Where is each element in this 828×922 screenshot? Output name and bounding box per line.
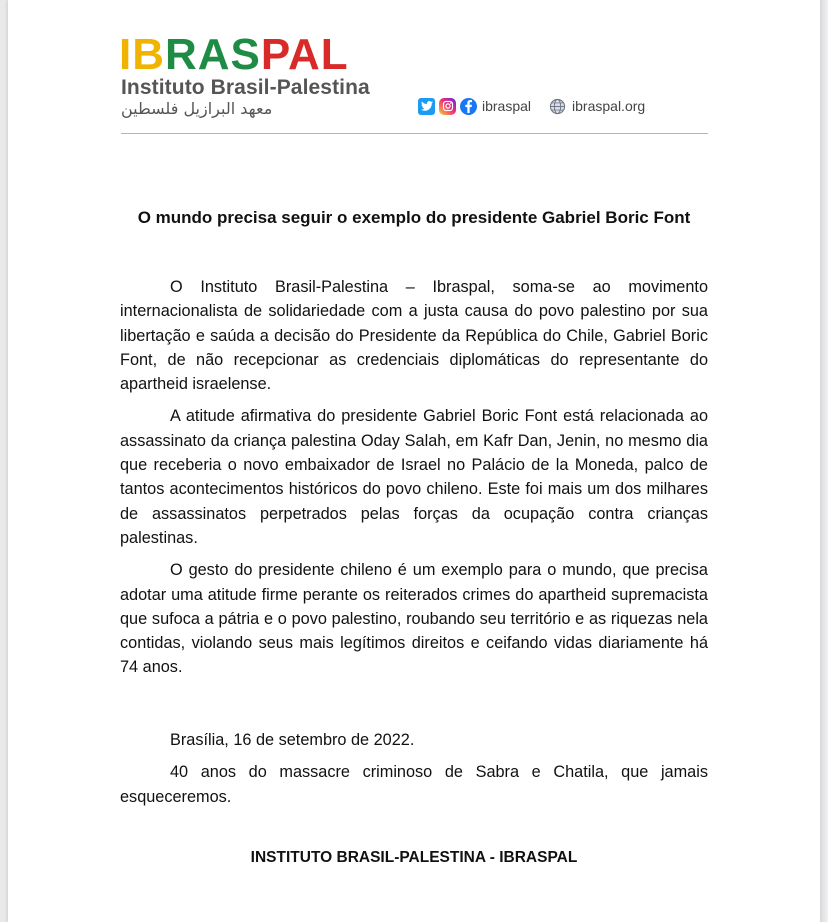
facebook-icon[interactable]: [460, 98, 477, 115]
twitter-icon[interactable]: [418, 98, 435, 115]
website-link[interactable]: ibraspal.org: [572, 98, 646, 114]
header-divider: [121, 133, 708, 134]
logo-part-ras: RAS: [165, 30, 261, 79]
memorial-line: 40 anos do massacre criminoso de Sabra e Chatila, que jamais esqueceremos.: [120, 763, 708, 806]
globe-icon: [549, 98, 566, 115]
signature: INSTITUTO BRASIL-PALESTINA - IBRASPAL: [250, 849, 578, 866]
institute-name-arabic: معهد البرازيل فلسطين: [121, 99, 273, 118]
date-line: Brasília, 16 de setembro de 2022.: [170, 731, 415, 749]
page-edge: [820, 0, 828, 922]
instagram-icon[interactable]: [439, 98, 456, 115]
paragraph-2: A atitude afirmativa do presidente Gabriel Boric Font está relacionada ao assassinato da criança palestina Oday Salah, em Kafr Dan, Jenin, no mesmo dia que receberia o novo embaixador de Israel no Palácio de la Moneda, palco de tantos acontecimentos históricos do povo chileno. Este foi mais um dos milhares de assassinatos perpetrados pelas forças da ocupação contra crianças palestinas.: [120, 407, 708, 547]
logo-part-ib: IB: [119, 30, 165, 79]
social-links: [418, 96, 645, 116]
logo-part-pal: PAL: [260, 30, 349, 79]
paragraph-1: O Instituto Brasil-Palestina – Ibraspal, soma-se ao movimento internacionalista de solidariedade com a justa causa do povo palestino por sua libertação e saúda a decisão do Presidente da República do Chile, Gabriel Boric Font, de não recepcionar as credenciais diplomáticas do representante do apartheid israelense.: [120, 278, 708, 394]
social-handle[interactable]: ibraspal: [482, 98, 532, 114]
document-closing: [120, 728, 708, 817]
paragraph-3: O gesto do presidente chileno é um exemplo para o mundo, que precisa adotar uma atitude firme perante os reiterados crimes do apartheid supremacista que sufoca a pátria e o povo palestino, roubando seu território e as riquezas nela contidas, violando seus mais legítimos direitos e ceifando vidas diariamente há 74 anos.: [120, 561, 708, 677]
ibraspal-logo: [119, 30, 349, 80]
institute-name: Instituto Brasil-Palestina: [121, 76, 370, 99]
document-title: O mundo precisa seguir o exemplo do presidente Gabriel Boric Font: [137, 208, 691, 227]
document-body: [120, 275, 708, 688]
